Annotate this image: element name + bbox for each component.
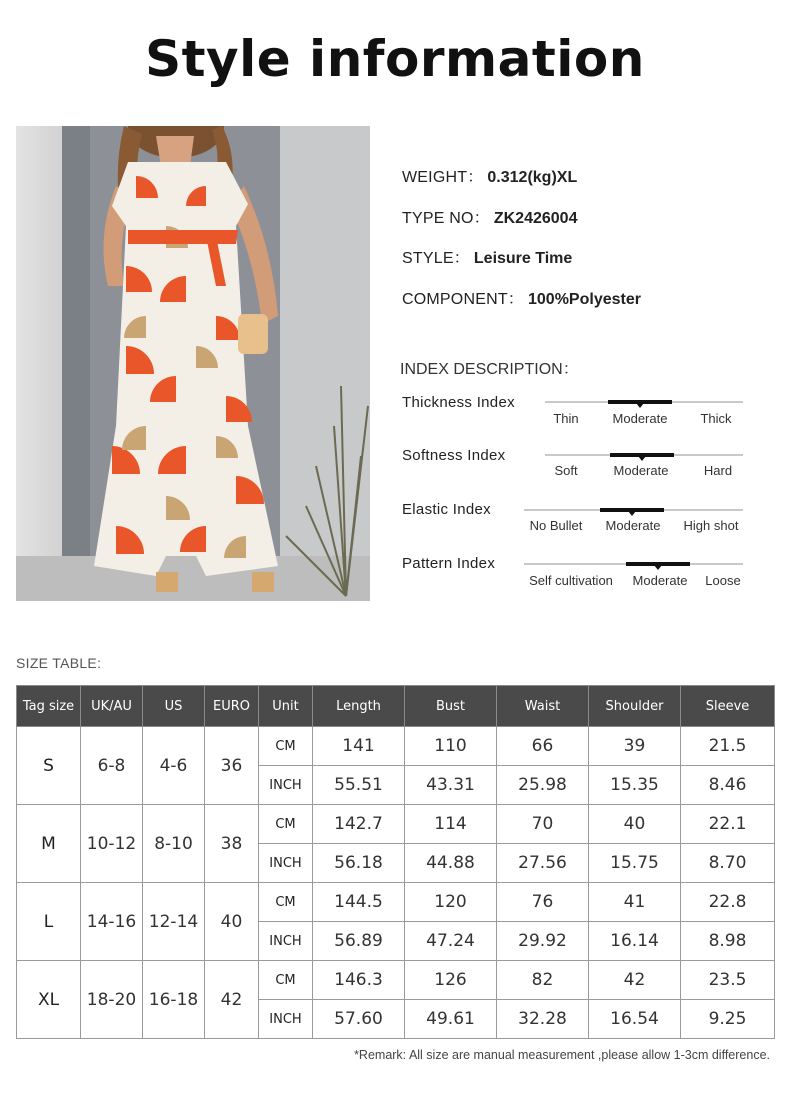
waist-cm: 82 — [497, 961, 589, 1000]
unit-inch: INCH — [259, 844, 313, 883]
shoulder-inch: 16.54 — [589, 1000, 681, 1039]
sleeve-cm: 23.5 — [681, 961, 775, 1000]
pattern-mid-label: Moderate — [632, 573, 688, 588]
pattern-index-pointer — [654, 565, 662, 570]
thickness-index-pointer — [636, 403, 644, 408]
product-photo — [16, 126, 370, 601]
waist-inch: 29.92 — [497, 922, 589, 961]
header-tag-size: Tag size — [17, 686, 81, 727]
softness-index-label: Softness Index — [402, 447, 506, 464]
bust-cm: 126 — [405, 961, 497, 1000]
softness-index-pointer — [638, 456, 646, 461]
sleeve-inch: 8.46 — [681, 766, 775, 805]
header-bust: Bust — [405, 686, 497, 727]
size-uk-au: 6-8 — [81, 727, 143, 805]
page-title: Style information — [145, 30, 645, 88]
waist-inch: 32.28 — [497, 1000, 589, 1039]
pattern-index-label: Pattern Index — [402, 555, 496, 572]
length-cm: 146.3 — [313, 961, 405, 1000]
size-uk-au: 10-12 — [81, 805, 143, 883]
length-cm: 141 — [313, 727, 405, 766]
unit-inch: INCH — [259, 1000, 313, 1039]
table-row — [17, 805, 775, 844]
size-table — [16, 685, 775, 1039]
weight-value: 0.312(kg)XL — [487, 169, 578, 186]
size-tag: S — [17, 727, 81, 805]
sleeve-cm: 21.5 — [681, 727, 775, 766]
weight-label: WEIGHT： — [402, 169, 484, 186]
style-value: Leisure Time — [473, 250, 573, 267]
remark-note: *Remark: All size are manual measurement ,please allow 1-3cm difference. — [354, 1048, 770, 1062]
header-us: US — [143, 686, 205, 727]
elastic-index-pointer — [628, 511, 636, 516]
shoulder-inch: 15.75 — [589, 844, 681, 883]
sleeve-inch: 8.98 — [681, 922, 775, 961]
size-us: 16-18 — [143, 961, 205, 1039]
unit-inch: INCH — [259, 766, 313, 805]
shoulder-inch: 15.35 — [589, 766, 681, 805]
table-header-row — [17, 686, 775, 727]
softness-low-label: Soft — [554, 463, 578, 478]
waist-inch: 27.56 — [497, 844, 589, 883]
shoulder-inch: 16.14 — [589, 922, 681, 961]
bust-inch: 47.24 — [405, 922, 497, 961]
sleeve-inch: 8.70 — [681, 844, 775, 883]
elastic-index-label: Elastic Index — [402, 501, 491, 518]
type-no-value: ZK2426004 — [493, 210, 578, 227]
length-inch: 56.18 — [313, 844, 405, 883]
sleeve-cm: 22.8 — [681, 883, 775, 922]
sleeve-inch: 9.25 — [681, 1000, 775, 1039]
unit-inch: INCH — [259, 922, 313, 961]
header-sleeve: Sleeve — [681, 686, 775, 727]
shoulder-cm: 40 — [589, 805, 681, 844]
index-description-label: INDEX DESCRIPTION： — [400, 361, 579, 378]
size-euro: 38 — [205, 805, 259, 883]
info-weight — [402, 164, 577, 187]
shoulder-cm: 39 — [589, 727, 681, 766]
elastic-low-label: No Bullet — [529, 518, 583, 533]
table-row — [17, 883, 775, 922]
size-uk-au: 14-16 — [81, 883, 143, 961]
thickness-low-label: Thin — [553, 411, 579, 426]
header-unit: Unit — [259, 686, 313, 727]
info-type-no — [402, 205, 577, 228]
waist-cm: 76 — [497, 883, 589, 922]
unit-cm: CM — [259, 805, 313, 844]
component-label: COMPONENT： — [402, 291, 524, 308]
size-us: 12-14 — [143, 883, 205, 961]
table-row — [17, 727, 775, 766]
unit-cm: CM — [259, 727, 313, 766]
size-tag: M — [17, 805, 81, 883]
header-length: Length — [313, 686, 405, 727]
length-inch: 56.89 — [313, 922, 405, 961]
waist-cm: 70 — [497, 805, 589, 844]
bust-cm: 110 — [405, 727, 497, 766]
size-uk-au: 18-20 — [81, 961, 143, 1039]
info-component — [402, 286, 641, 309]
elastic-mid-label: Moderate — [605, 518, 661, 533]
size-euro: 40 — [205, 883, 259, 961]
dress-model-image — [16, 126, 370, 601]
size-euro: 42 — [205, 961, 259, 1039]
sleeve-cm: 22.1 — [681, 805, 775, 844]
softness-mid-label: Moderate — [613, 463, 669, 478]
size-tag: XL — [17, 961, 81, 1039]
elastic-high-label: High shot — [683, 518, 739, 533]
size-tag: L — [17, 883, 81, 961]
table-row — [17, 961, 775, 1000]
bust-inch: 44.88 — [405, 844, 497, 883]
component-value: 100%Polyester — [528, 291, 641, 308]
unit-cm: CM — [259, 883, 313, 922]
thickness-mid-label: Moderate — [612, 411, 668, 426]
size-euro: 36 — [205, 727, 259, 805]
pattern-low-label: Self cultivation — [529, 573, 613, 588]
bust-cm: 114 — [405, 805, 497, 844]
length-cm: 144.5 — [313, 883, 405, 922]
header-euro: EURO — [205, 686, 259, 727]
size-us: 8-10 — [143, 805, 205, 883]
pattern-high-label: Loose — [705, 573, 741, 588]
header-shoulder: Shoulder — [589, 686, 681, 727]
bust-inch: 43.31 — [405, 766, 497, 805]
bust-cm: 120 — [405, 883, 497, 922]
size-us: 4-6 — [143, 727, 205, 805]
type-no-label: TYPE NO： — [402, 210, 490, 227]
waist-inch: 25.98 — [497, 766, 589, 805]
waist-cm: 66 — [497, 727, 589, 766]
size-table-label: SIZE TABLE: — [16, 655, 102, 671]
length-inch: 57.60 — [313, 1000, 405, 1039]
style-label: STYLE： — [402, 250, 470, 267]
header-waist: Waist — [497, 686, 589, 727]
unit-cm: CM — [259, 961, 313, 1000]
bust-inch: 49.61 — [405, 1000, 497, 1039]
length-cm: 142.7 — [313, 805, 405, 844]
info-style — [402, 245, 572, 268]
thickness-high-label: Thick — [700, 411, 732, 426]
length-inch: 55.51 — [313, 766, 405, 805]
shoulder-cm: 41 — [589, 883, 681, 922]
shoulder-cm: 42 — [589, 961, 681, 1000]
header-uk-au: UK/AU — [81, 686, 143, 727]
softness-high-label: Hard — [703, 463, 733, 478]
thickness-index-label: Thickness Index — [402, 394, 515, 411]
